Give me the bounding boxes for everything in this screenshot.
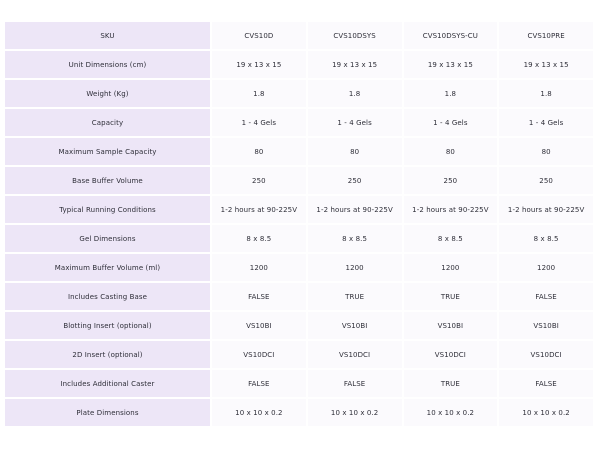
table-cell: 80 <box>499 138 593 165</box>
table-cell: 1-2 hours at 90-225V <box>499 196 593 223</box>
table-cell: CVS10DSYS-CU <box>404 22 498 49</box>
row-label: Maximum Buffer Volume (ml) <box>5 254 210 281</box>
row-label: Blotting Insert (optional) <box>5 312 210 339</box>
table-cell: 80 <box>308 138 402 165</box>
spec-table <box>3 20 595 428</box>
table-cell: 8 x 8.5 <box>499 225 593 252</box>
table-cell: TRUE <box>308 283 402 310</box>
table-cell: FALSE <box>212 283 306 310</box>
table-cell: 1-2 hours at 90-225V <box>308 196 402 223</box>
table-cell: 250 <box>499 167 593 194</box>
table-cell: 1200 <box>404 254 498 281</box>
row-label: Includes Casting Base <box>5 283 210 310</box>
table-cell: CVS10PRE <box>499 22 593 49</box>
table-cell: 1 - 4 Gels <box>499 109 593 136</box>
table-cell: 1200 <box>499 254 593 281</box>
table-row <box>5 51 593 78</box>
row-label: Typical Running Conditions <box>5 196 210 223</box>
table-cell: 10 x 10 x 0.2 <box>499 399 593 426</box>
row-label: SKU <box>5 22 210 49</box>
table-cell: 80 <box>404 138 498 165</box>
row-label: Unit Dimensions (cm) <box>5 51 210 78</box>
table-row <box>5 109 593 136</box>
table-cell: CVS10DSYS <box>308 22 402 49</box>
table-cell: VS10BI <box>308 312 402 339</box>
table-cell: FALSE <box>308 370 402 397</box>
table-cell: 19 x 13 x 15 <box>499 51 593 78</box>
table-cell: TRUE <box>404 283 498 310</box>
table-cell: VS10DCI <box>212 341 306 368</box>
table-cell: 10 x 10 x 0.2 <box>308 399 402 426</box>
table-cell: 250 <box>404 167 498 194</box>
table-row <box>5 196 593 223</box>
row-label: Includes Additional Caster <box>5 370 210 397</box>
table-cell: 1 - 4 Gels <box>404 109 498 136</box>
row-label: 2D Insert (optional) <box>5 341 210 368</box>
table-row <box>5 312 593 339</box>
table-cell: 8 x 8.5 <box>212 225 306 252</box>
row-label: Gel Dimensions <box>5 225 210 252</box>
table-cell: VS10DCI <box>499 341 593 368</box>
table-cell: TRUE <box>404 370 498 397</box>
table-row <box>5 254 593 281</box>
table-cell: 8 x 8.5 <box>404 225 498 252</box>
table-cell: 19 x 13 x 15 <box>212 51 306 78</box>
table-cell: VS10DCI <box>308 341 402 368</box>
table-cell: 1.8 <box>404 80 498 107</box>
table-cell: 80 <box>212 138 306 165</box>
table-cell: VS10DCI <box>404 341 498 368</box>
table-cell: 19 x 13 x 15 <box>308 51 402 78</box>
table-cell: 19 x 13 x 15 <box>404 51 498 78</box>
table-cell: 1 - 4 Gels <box>212 109 306 136</box>
table-cell: VS10BI <box>404 312 498 339</box>
table-cell: 1.8 <box>212 80 306 107</box>
table-cell: 8 x 8.5 <box>308 225 402 252</box>
table-cell: 10 x 10 x 0.2 <box>404 399 498 426</box>
table-row <box>5 225 593 252</box>
table-cell: 1200 <box>212 254 306 281</box>
table-cell: 1.8 <box>499 80 593 107</box>
table-row <box>5 341 593 368</box>
table-row <box>5 370 593 397</box>
table-row <box>5 283 593 310</box>
table-cell: CVS10D <box>212 22 306 49</box>
table-cell: 1-2 hours at 90-225V <box>212 196 306 223</box>
table-cell: 10 x 10 x 0.2 <box>212 399 306 426</box>
table-cell: FALSE <box>499 283 593 310</box>
table-cell: 1 - 4 Gels <box>308 109 402 136</box>
table-row <box>5 138 593 165</box>
table-cell: FALSE <box>499 370 593 397</box>
table-cell: 250 <box>212 167 306 194</box>
table-cell: VS10BI <box>499 312 593 339</box>
table-cell: 1200 <box>308 254 402 281</box>
table-cell: FALSE <box>212 370 306 397</box>
row-label: Plate Dimensions <box>5 399 210 426</box>
table-row <box>5 167 593 194</box>
row-label: Capacity <box>5 109 210 136</box>
table-row <box>5 399 593 426</box>
table-cell: VS10BI <box>212 312 306 339</box>
table-cell: 1.8 <box>308 80 402 107</box>
table-cell: 1-2 hours at 90-225V <box>404 196 498 223</box>
table-row <box>5 22 593 49</box>
row-label: Weight (Kg) <box>5 80 210 107</box>
table-cell: 250 <box>308 167 402 194</box>
table-row <box>5 80 593 107</box>
row-label: Maximum Sample Capacity <box>5 138 210 165</box>
row-label: Base Buffer Volume <box>5 167 210 194</box>
spec-table-body <box>5 22 593 426</box>
